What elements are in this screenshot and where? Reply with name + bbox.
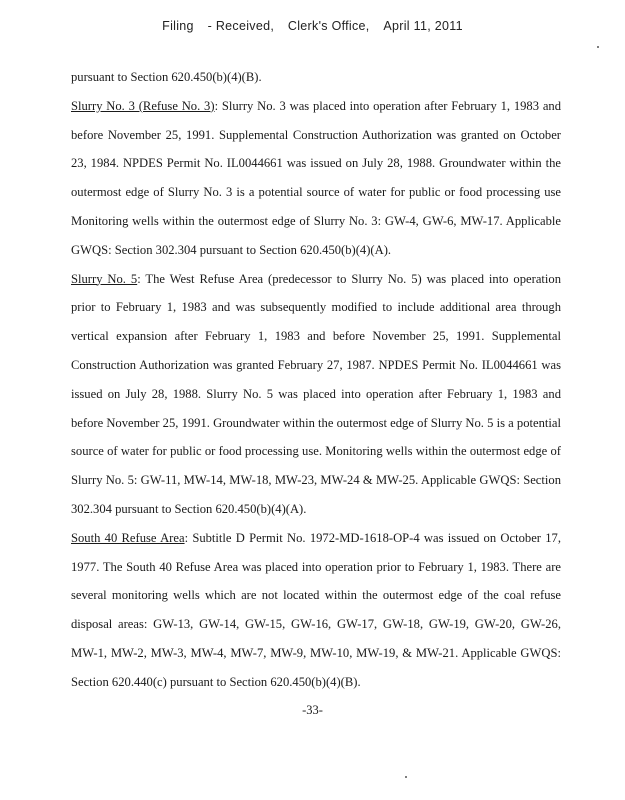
paragraph-continuation: pursuant to Section 620.450(b)(4)(B). xyxy=(71,70,262,84)
scan-speck xyxy=(405,776,407,778)
page-number: -33- xyxy=(302,703,323,717)
header-date: April 11, 2011 xyxy=(383,19,463,33)
filing-header xyxy=(0,19,625,33)
body-south-40: : Subtitle D Permit No. 1972-MD-1618-OP-4 was issued on October 17, 1977. The South 40 Refuse Area was placed into operation prior to February 1, 1983. There are several monitoring wells which are not located within the outermost edge of the coal refuse disposal areas: GW-13, GW-14, GW-15, GW-16, GW-17, GW-18, GW-19, GW-20, GW-26, MW-1, MW-2, MW-3, MW-4, MW-7, MW-9, MW-10, MW-19, & MW-21. Applicable GWQS: Section 620.440(c) pursuant to Section 620.450(b)(4)(B). xyxy=(71,530,561,689)
header-office: Clerk's Office, xyxy=(287,19,370,33)
body-slurry-3: : Slurry No. 3 was placed into operation after February 1, 1983 and before November 25, 1991. Supplemental Construction Authorization was granted on October 23, 1984. NPDES Permit No. IL0044661 was issued on July 28, 1988. Groundwater within the outermost edge of Slurry No. 3 is a potential source of water for public or food processing use Monitoring wells within the outermost edge of Slurry No. 3: GW-4, GW-6, MW-17. Applicable GWQS: Section 302.304 pursuant to Section 620.450(b)(4)(A). xyxy=(71,98,562,257)
header-received: - Received, xyxy=(207,19,275,33)
paragraph-slurry-3 xyxy=(71,92,561,265)
document-body xyxy=(71,63,561,697)
body-slurry-5: : The West Refuse Area (predecessor to Slurry No. 5) was placed into operation prior to February 1, 1983 and was subsequently modified to include additional area through vertical expansion after February 1, 1983 and before November 25, 1991. Supplemental Construction Authorization was granted February 27, 1987. NPDES Permit No. IL0044661 was issued on July 28, 1988. Slurry No. 5 was placed into operation after February 1, 1983 and before November 25, 1991. Groundwater within the outermost edge of Slurry No. 5 is a potential source of water for public or food processing use. Monitoring wells within the outermost edge of Slurry No. 5: GW-11, MW-14, MW-18, MW-23, MW-24 & MW-25. Applicable GWQS: Section 302.304 pursuant to Section 620.450(b)(4)(A). xyxy=(71,271,561,516)
scan-speck xyxy=(597,46,599,48)
paragraph-south-40 xyxy=(71,524,561,697)
heading-south-40: South 40 Refuse Area xyxy=(71,530,185,545)
heading-slurry-3: Slurry No. 3 (Refuse No. 3) xyxy=(71,98,215,113)
paragraph-slurry-5 xyxy=(71,265,561,524)
heading-slurry-5: Slurry No. 5 xyxy=(71,271,138,286)
header-filing: Filing xyxy=(162,19,194,33)
